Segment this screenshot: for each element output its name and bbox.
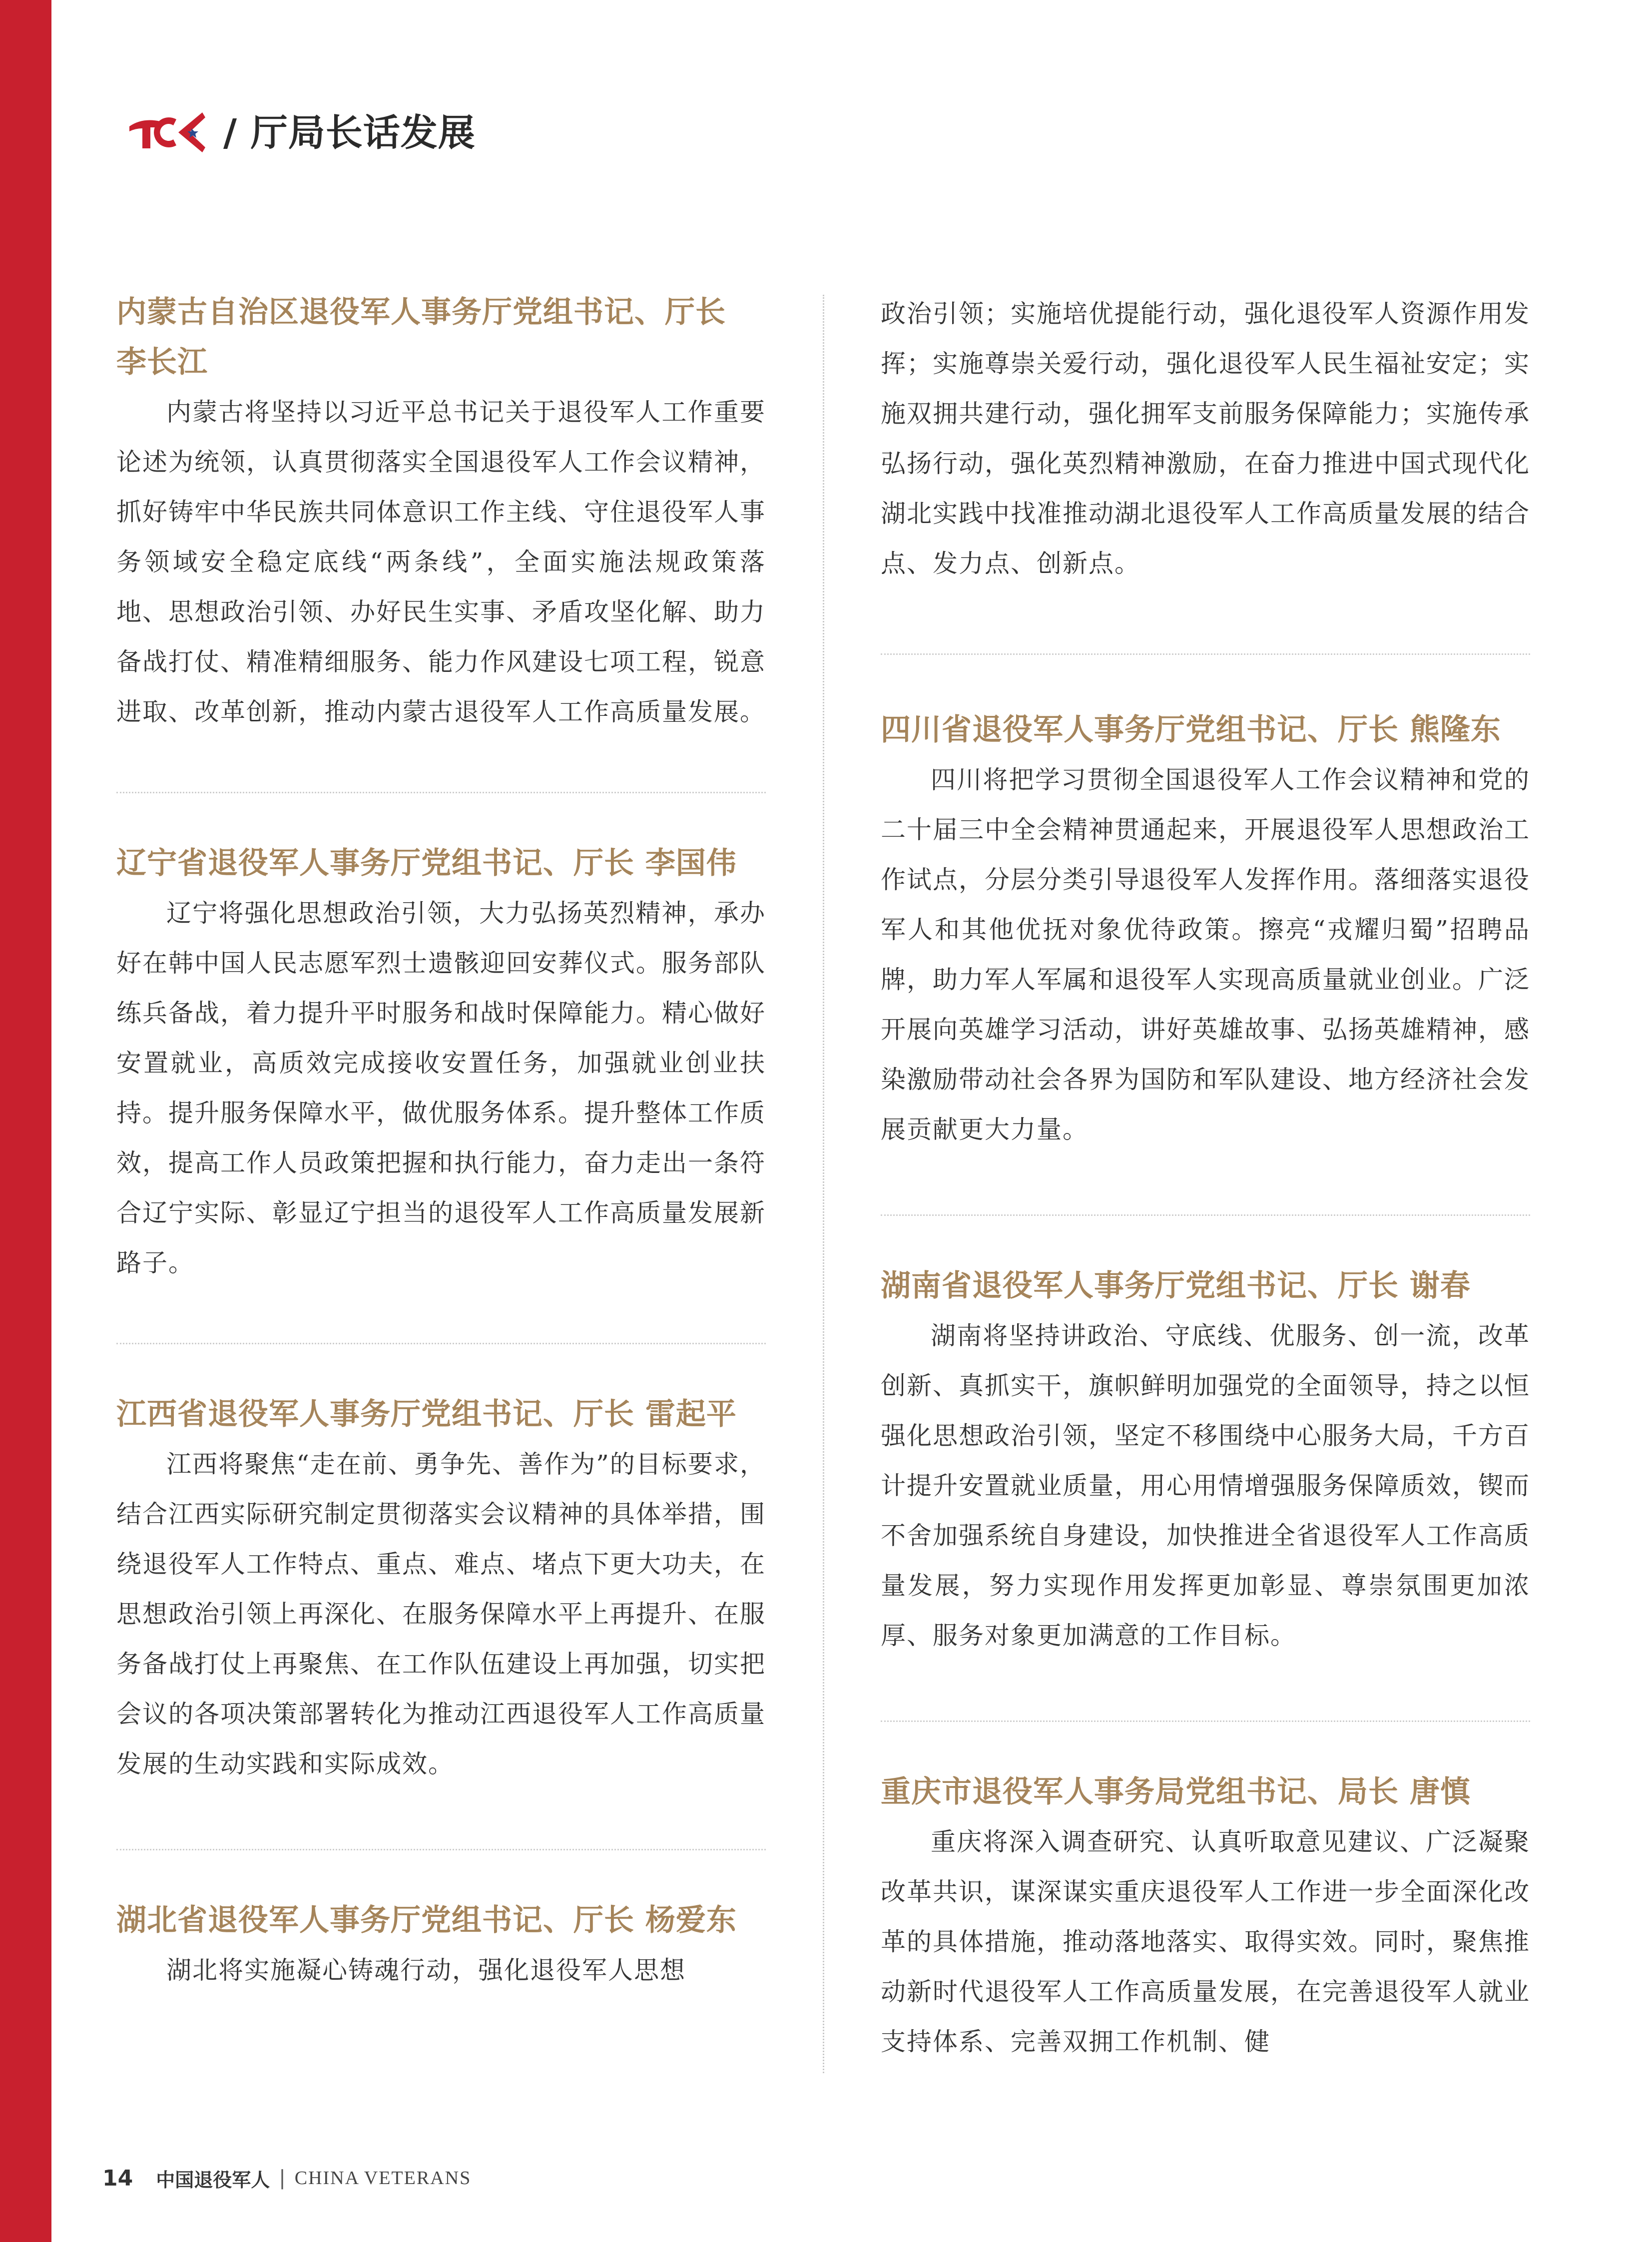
article-chongqing [881, 1767, 1530, 2067]
article-heading: 辽宁省退役军人事务厅党组书记、厅长 李国伟 [116, 846, 737, 881]
right-column [881, 289, 1530, 2067]
magazine-english-name: CHINA VETERANS [294, 2168, 472, 2189]
article-separator [881, 1720, 1530, 1722]
left-column [116, 287, 766, 1995]
article-hubei [116, 1895, 766, 1995]
article-liaoning [116, 838, 766, 1288]
article-hubei-continued [881, 289, 1530, 588]
article-jiangxi [116, 1389, 766, 1789]
left-red-edge-bar [0, 0, 51, 2242]
article-sichuan [881, 705, 1530, 1154]
section-header [127, 102, 476, 157]
ck-star-logo-icon [127, 102, 217, 157]
article-inner-mongolia [116, 287, 766, 737]
article-heading-line1: 内蒙古自治区退役军人事务厅党组书记、厅长 [116, 295, 726, 330]
article-heading: 重庆市退役军人事务局党组书记、局长 唐慎 [881, 1774, 1471, 1809]
article-body: 湖南将坚持讲政治、守底线、优服务、创一流，改革创新、真抓实干，旗帜鲜明加强党的全面领导，持之以恒强化思想政治引领，坚定不移围绕中心服务大局，千方百计提升安置就业质量，用心用情增强服务保障质效，锲而不舍加强系统自身建设，加快推进全省退役军人工作高质量发展，努力实现作用发挥更加彰显、尊崇氛围更加浓厚、服务对象更加满意的工作目标。 [881, 1321, 1530, 1650]
article-body: 重庆将深入调查研究、认真听取意见建议、广泛凝聚改革共识，谋深谋实重庆退役军人工作进一步全面深化改革的具体措施，推动落地落实、取得实效。同时，聚焦推动新时代退役军人工作高质量发展，在完善退役军人就业支持体系、完善双拥工作机制、健 [881, 1827, 1530, 2056]
page-footer [102, 2163, 471, 2193]
article-hunan [881, 1261, 1530, 1661]
page-number: 14 [102, 2165, 133, 2191]
article-separator [116, 1343, 766, 1344]
article-heading: 江西省退役军人事务厅党组书记、厅长 雷起平 [116, 1397, 737, 1432]
article-heading: 湖北省退役军人事务厅党组书记、厅长 杨爱东 [116, 1903, 737, 1938]
article-separator [881, 653, 1530, 655]
article-body: 湖北将实施凝心铸魂行动，强化退役军人思想 [166, 1956, 686, 1985]
article-heading: 四川省退役军人事务厅党组书记、厅长 熊隆东 [881, 712, 1501, 747]
article-separator [116, 792, 766, 793]
article-body: 辽宁将强化思想政治引领，大力弘扬英烈精神，承办好在韩中国人民志愿军烈士遗骸迎回安葬仪式。服务部队练兵备战，着力提升平时服务和战时保障能力。精心做好安置就业，高质效完成接收安置任务，加强就业创业扶持。提升服务保障水平，做优服务体系。提升整体工作质效，提高工作人员政策把握和执行能力，奋力走出一条符合辽宁实际、彰显辽宁担当的退役军人工作高质量发展新路子。 [116, 899, 766, 1277]
column-divider [823, 295, 824, 2073]
article-body: 江西将聚焦“走在前、勇争先、善作为”的目标要求，结合江西实际研究制定贯彻落实会议精神的具体举措，围绕退役军人工作特点、重点、难点、堵点下更大功夫，在思想政治引领上再深化、在服务保障水平上再提升、在服务备战打仗上再聚焦、在工作队伍建设上再加强，切实把会议的各项决策部署转化为推动江西退役军人工作高质量发展的生动实践和实际成效。 [116, 1450, 766, 1778]
article-body: 内蒙古将坚持以习近平总书记关于退役军人工作重要论述为统领，认真贯彻落实全国退役军人工作会议精神，抓好铸牢中华民族共同体意识工作主线、守住退役军人事务领域安全稳定底线“两条线”，全面实施法规政策落地、思想政治引领、办好民生实事、矛盾攻坚化解、助力备战打仗、精准精细服务、能力作风建设七项工程，锐意进取、改革创新，推动内蒙古退役军人工作高质量发展。 [116, 398, 766, 726]
article-separator [116, 1849, 766, 1850]
article-heading: 湖南省退役军人事务厅党组书记、厅长 谢春 [881, 1268, 1471, 1303]
footer-separator: | [279, 2167, 286, 2190]
magazine-name: 中国退役军人 [156, 2169, 270, 2191]
article-body-continued: 政治引领；实施培优提能行动，强化退役军人资源作用发挥；实施尊崇关爱行动，强化退役军人民生福祉安定；实施双拥共建行动，强化拥军支前服务保障能力；实施传承弘扬行动，强化英烈精神激励，在奋力推进中国式现代化湖北实践中找准推动湖北退役军人工作高质量发展的结合点、发力点、创新点。 [881, 299, 1530, 578]
article-heading-line2: 李长江 [116, 345, 208, 380]
article-body: 四川将把学习贯彻全国退役军人工作会议精神和党的二十届三中全会精神贯通起来，开展退役军人思想政治工作试点，分层分类引导退役军人发挥作用。落细落实退役军人和其他优抚对象优待政策。擦亮“戎耀归蜀”招聘品牌，助力军人军属和退役军人实现高质量就业创业。广泛开展向英雄学习活动，讲好英雄故事、弘扬英雄精神，感染激励带动社会各界为国防和军队建设、地方经济社会发展贡献更大力量。 [881, 765, 1530, 1144]
section-title: / 厅局长话发展 [223, 111, 476, 154]
article-separator [881, 1214, 1530, 1216]
